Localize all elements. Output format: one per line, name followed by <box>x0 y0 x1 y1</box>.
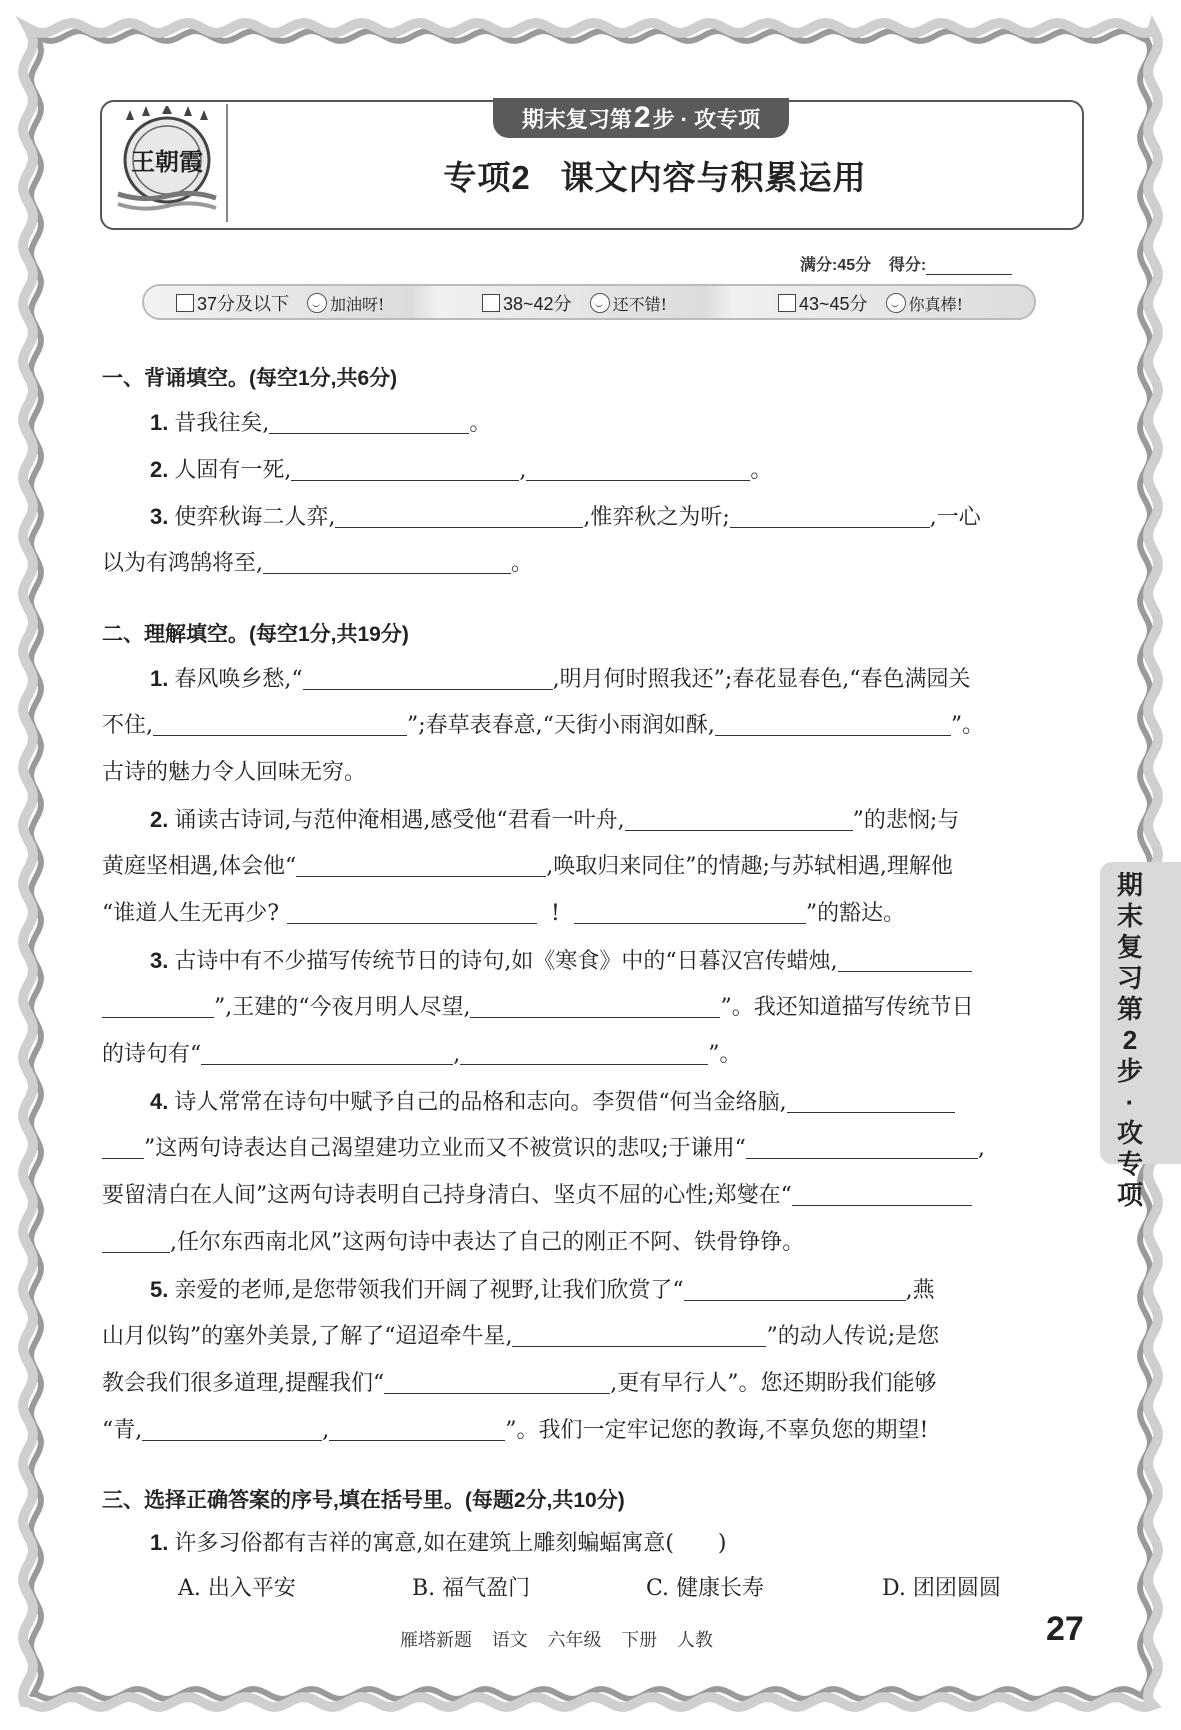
footer-text: 雁塔新题 语文 六年级 下册 人教 <box>400 1630 713 1651</box>
side-tab-label <box>1110 870 1150 1211</box>
ribbon-post: 步 · 攻专项 <box>652 106 761 132</box>
question-2-5: 5. 亲爱的老师,是您带领我们开阔了视野,让我们欣赏了“ ,燕 <box>150 1277 935 1303</box>
side-tab-char: 第 <box>1116 994 1143 1024</box>
answer-blank[interactable] <box>291 456 519 481</box>
answer-blank[interactable] <box>470 993 720 1018</box>
question-2-3-end: 的诗句有“ , ”。 <box>102 1042 742 1067</box>
rating-high <box>778 290 963 316</box>
answer-blank[interactable] <box>746 1134 978 1159</box>
question-2-4-end: ,任尔东西南北风”这两句诗中表达了自己的刚正不阿、铁骨铮铮。 <box>102 1228 804 1258</box>
side-tab-char: 2 <box>1122 1025 1138 1055</box>
answer-blank[interactable] <box>142 1416 322 1441</box>
option-a[interactable]: A. 出入平安 <box>178 1576 296 1601</box>
option-b[interactable]: B. 福气盈门 <box>412 1576 531 1601</box>
section-2-heading: 二、理解填空。(每空1分,共19分) <box>102 623 409 646</box>
question-2-1-cont: 不住, ”;春草表春意,“天街小雨润如酥, ”。 <box>102 713 985 738</box>
question-2-4-cont2: 要留清白在人间”这两句诗表明自己持身清白、坚贞不屈的心性;郑燮在“ <box>102 1181 972 1211</box>
section-1-heading: 一、背诵填空。(每空1分,共6分) <box>102 367 398 390</box>
side-tab-char: 攻 <box>1116 1118 1143 1148</box>
answer-blank[interactable] <box>384 1369 610 1394</box>
answer-blank[interactable] <box>512 1322 766 1347</box>
rating-low-comment: 加油呀! <box>330 294 385 314</box>
question-2-1: 1. 春风唤乡愁,“ ,明月何时照我还”;春花显春色,“春色满园关 <box>150 666 971 692</box>
rating-low <box>176 290 384 316</box>
answer-blank[interactable] <box>335 503 583 528</box>
answer-blank[interactable] <box>838 947 972 972</box>
answer-blank[interactable] <box>269 409 469 434</box>
question-2-5-end: “青, , ”。我们一定牢记您的教诲,不辜负您的期望! <box>102 1418 929 1443</box>
rating-high-checkbox[interactable] <box>778 294 796 312</box>
ribbon-pre: 期末复习第 <box>521 106 632 132</box>
question-2-1-end: 古诗的魅力令人回味无穷。 <box>102 760 367 785</box>
full-score: 满分:45分 <box>800 257 872 274</box>
rating-low-checkbox[interactable] <box>176 294 194 312</box>
side-tab-char: 项 <box>1116 1180 1143 1210</box>
answer-blank[interactable] <box>625 806 853 831</box>
answer-blank[interactable] <box>263 549 511 574</box>
answer-blank[interactable] <box>102 993 214 1018</box>
rating-mid-comment: 还不错! <box>612 294 667 314</box>
question-2-2-end: “谁道人生无再少? ! ”的豁达。 <box>102 901 906 926</box>
question-2-3: 3. 古诗中有不少描写传统节日的诗句,如《寒食》中的“日暮汉宫传蜡烛, <box>150 946 972 977</box>
page-title <box>230 152 1080 199</box>
answer-blank[interactable] <box>730 503 930 528</box>
score-label: 得分: <box>888 257 927 274</box>
question-3-1: 1. 许多习俗都有吉祥的寓意,如在建筑上雕刻蝙蝠寓意( ) <box>150 1530 727 1556</box>
rating-mid <box>482 290 667 316</box>
smiley-icon <box>590 293 610 313</box>
option-c[interactable]: C. 健康长寿 <box>646 1576 765 1601</box>
side-tab-char: 习 <box>1116 963 1143 993</box>
score-blank[interactable] <box>926 256 1012 275</box>
smiley-icon <box>886 293 906 313</box>
answer-blank[interactable] <box>329 1416 505 1441</box>
question-1-3: 3. 使弈秋诲二人弈, ,惟弈秋之为听; ,一心 <box>150 504 981 530</box>
rating-low-range: 37分及以下 <box>197 294 290 314</box>
question-2-5-cont: 山月似钩”的塞外美景,了解了“迢迢牵牛星, ”的动人传说;是您 <box>102 1324 940 1349</box>
smiley-icon <box>307 293 327 313</box>
side-tab-char: 专 <box>1116 1149 1143 1179</box>
answer-blank[interactable] <box>296 852 546 877</box>
answer-blank[interactable] <box>153 711 407 736</box>
header-divider <box>226 104 228 222</box>
question-2-4-cont: ”这两句诗表达自己渴望建功立业而又不被赏识的悲叹;于谦用“ , <box>102 1134 985 1164</box>
side-tab-char: 步 <box>1116 1056 1143 1086</box>
answer-blank[interactable] <box>460 1040 708 1065</box>
question-2-5-cont2: 教会我们很多道理,提醒我们“ ,更有早行人”。您还期盼我们能够 <box>102 1371 937 1396</box>
answer-blank[interactable] <box>684 1276 906 1301</box>
answer-blank[interactable] <box>787 1088 955 1113</box>
question-1-2: 2. 人固有一死, , 。 <box>150 457 773 483</box>
answer-blank[interactable] <box>715 711 951 736</box>
answer-blank[interactable] <box>526 456 750 481</box>
question-1-3-cont: 以为有鸿鹄将至, 。 <box>102 551 534 576</box>
side-tab-char: 期 <box>1116 870 1143 900</box>
score-line <box>800 252 1012 275</box>
page-number: 27 <box>1046 1610 1084 1648</box>
title-number: 专项2 <box>443 159 531 196</box>
answer-blank[interactable] <box>792 1181 972 1206</box>
side-tab-char: 末 <box>1116 901 1143 931</box>
answer-blank[interactable] <box>303 665 553 690</box>
ribbon-step-number: 2 <box>633 101 651 134</box>
rating-mid-checkbox[interactable] <box>482 294 500 312</box>
question-2-4: 4. 诗人常常在诗句中赋予自己的品格和志向。李贺借“何当金络脑, <box>150 1087 955 1118</box>
question-2-2: 2. 诵读古诗词,与范仲淹相遇,感受他“君看一叶舟, ”的悲悯;与 <box>150 807 960 833</box>
question-2-3-cont: ”,王建的“今夜月明人尽望, ”。我还知道描写传统节日 <box>102 993 974 1023</box>
section-3-heading: 三、选择正确答案的序号,填在括号里。(每题2分,共10分) <box>102 1489 625 1512</box>
question-2-2-cont: 黄庭坚相遇,体会他“ ,唤取归来同住”的情趣;与苏轼相遇,理解他 <box>102 854 953 879</box>
option-d[interactable]: D. 团团圆圆 <box>882 1576 1001 1601</box>
answer-blank[interactable] <box>201 1040 453 1065</box>
answer-blank[interactable] <box>287 899 537 924</box>
answer-blank[interactable] <box>102 1134 144 1159</box>
rating-high-range: 43~45分 <box>799 294 868 314</box>
question-1-1: 1. 昔我往矣, 。 <box>150 410 492 436</box>
side-tab-char: · <box>1125 1087 1135 1117</box>
step-ribbon <box>493 98 789 138</box>
answer-blank[interactable] <box>574 899 806 924</box>
title-text: 课文内容与积累运用 <box>560 159 867 196</box>
rating-mid-range: 38~42分 <box>503 294 572 314</box>
side-tab-char: 复 <box>1116 932 1143 962</box>
answer-blank[interactable] <box>102 1228 170 1253</box>
rating-high-comment: 你真棒! <box>908 294 963 314</box>
logo-text: 王朝霞 <box>131 147 203 176</box>
